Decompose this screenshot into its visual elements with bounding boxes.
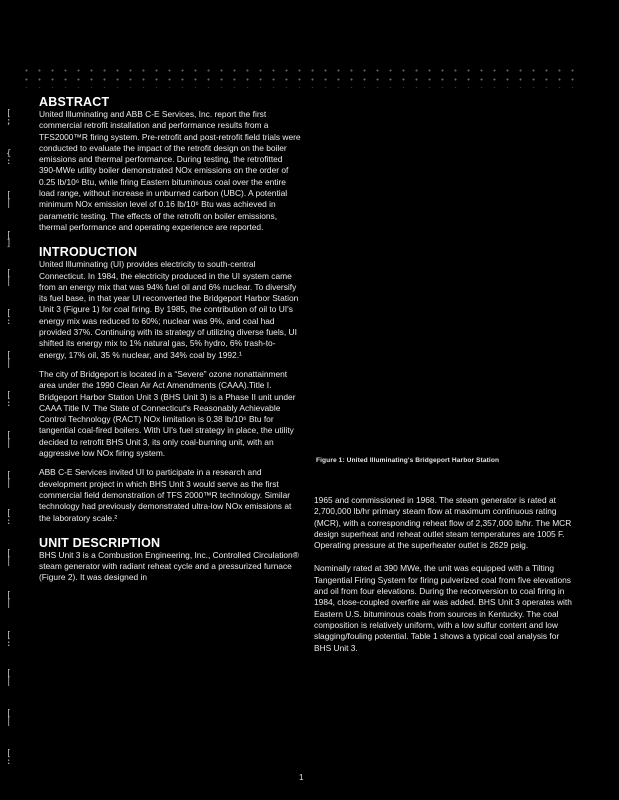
abstract-text: United Illuminating and ABB C-E Services, Inc. report the first commercial retrofit installation and performance results from a TFS2000™R firing system. Pre-retrofit and post-retrofit field trials were conducted to evaluate the impact of the retrofit design on the boiler emissions and thermal performance. During testing, the retrofitted 390-MWe utility boiler demonstrated NOx emissions on the order of 0.25 lb/10⁶ Btu, while firing Eastern bituminous coal over the entire load range, without increase in unburned carbon (UBC). A potential minimum NOx emission level of 0.16 lb/10⁶ Btu was achieved in parametric testing. The effects of the retrofit on boiler emissions, thermal performance and operating experience are reported. xyxy=(39,109,301,232)
page-number: 1 xyxy=(299,773,304,782)
margin-mark: [ : xyxy=(6,631,11,649)
introduction-heading: INTRODUCTION xyxy=(39,245,138,260)
margin-mark: [ | xyxy=(6,669,11,687)
unit-description-paragraph: 1965 and commissioned in 1968. The steam generator is rated at 2,700,000 lb/hr primary steam flow at maximum continuous rating (MCR), with a corresponding reheat flow of 2,357,000 lb/hr. The MCR design superheat and reheat outlet steam temperatures are 1005 F. Operating pressure at the superheater outlet is 2629 psig. xyxy=(314,495,572,551)
margin-mark: [ : xyxy=(6,749,11,767)
margin-mark: { : xyxy=(6,149,11,167)
margin-mark: [ : xyxy=(6,391,11,409)
abstract-heading: ABSTRACT xyxy=(39,95,110,109)
margin-mark: [ | xyxy=(6,549,11,567)
margin-mark: [ | xyxy=(6,591,11,609)
margin-mark: [ ; xyxy=(6,109,11,127)
margin-mark: [ : xyxy=(6,509,11,527)
introduction-paragraph: ABB C-E Services invited UI to participate in a research and development project in which BHS Unit 3 would serve as the first commercial field demonstration of TFS 2000™R technology. Similar technology had previously demonstrated ultra-low NOx emissions at the laboratory scale.² xyxy=(39,467,292,523)
margin-mark: [ | xyxy=(6,351,11,369)
left-column xyxy=(39,95,301,584)
margin-mark: [ | xyxy=(6,471,11,489)
margin-mark: [ ] xyxy=(6,231,11,249)
margin-mark: [ : xyxy=(6,309,11,327)
margin-mark: [ | xyxy=(6,431,11,449)
margin-mark: [ | xyxy=(6,709,11,727)
figure-caption: Figure 1: United Illuminating's Bridgeport Harbor Station xyxy=(316,457,500,464)
unit-description-paragraph: Nominally rated at 390 MWe, the unit was equipped with a Tilting Tangential Firing System for firing pulverized coal from five elevations and oil from four elevations. During the reconversion to coal firing in 1984, close-coupled overfire air was added. BHS Unit 3 operates with Eastern U.S. bituminous coals from sources in Kentucky. The coal composition is relatively uniform, with a low sulfur content and low slagging/fouling potential. Table 1 shows a typical coal analysis for BHS Unit 3. xyxy=(314,563,572,653)
introduction-paragraph: United Illuminating (UI) provides electricity to south-central Connecticut. In 1984, the electricity produced in the UI system came from an energy mix that was 94% fuel oil and 6% nuclear. To diversify its fuel base, in that year UI reconverted the Bridgeport Harbor Station Unit 3 (Figure 1) for coal firing. By 1985, the contribution of oil to UI's energy mix was reduced to 60%; nuclear was 9%, and coal had provided 37%. Continuing with its strategy of utilizing diverse fuels, UI shifted its energy mix to 1% natural gas, 5% hydro, 6% trash-to-energy, 17% oil, 35 % nuclear, and 34% coal by 1992.¹ xyxy=(39,259,299,360)
margin-mark: [ | xyxy=(6,269,11,287)
right-column xyxy=(314,495,576,654)
unit-description-heading: UNIT DESCRIPTION xyxy=(39,535,161,550)
introduction-paragraph: The city of Bridgeport is located in a “Severe” ozone nonattainment area under the 1990 Clean Air Act Amendments (CAAA).Title I. Bridgeport Harbor Station Unit 3 (BHS Unit 3) is a Phase II unit under CAAA Title IV. The State of Connecticut's Reasonably Achievable Control Technology (RACT) NOx limitation is 0.38 lb/10⁶ Btu for tangential coal-fired boilers. With UI's fuel strategy in place, the utility decided to retrofit BHS Unit 3, its only coal-burning unit, with an aggressive low NOx firing system. xyxy=(39,368,296,459)
margin-mark: [ | xyxy=(6,191,11,209)
unit-description-paragraph: BHS Unit 3 is a Combustion Engineering, Inc., Controlled Circulation® steam generator with radiant reheat cycle and a pressurized furnace (Figure 2). It was designed in xyxy=(39,549,299,583)
binding-hole-marks xyxy=(4,110,24,790)
scan-noise-band xyxy=(20,66,580,88)
